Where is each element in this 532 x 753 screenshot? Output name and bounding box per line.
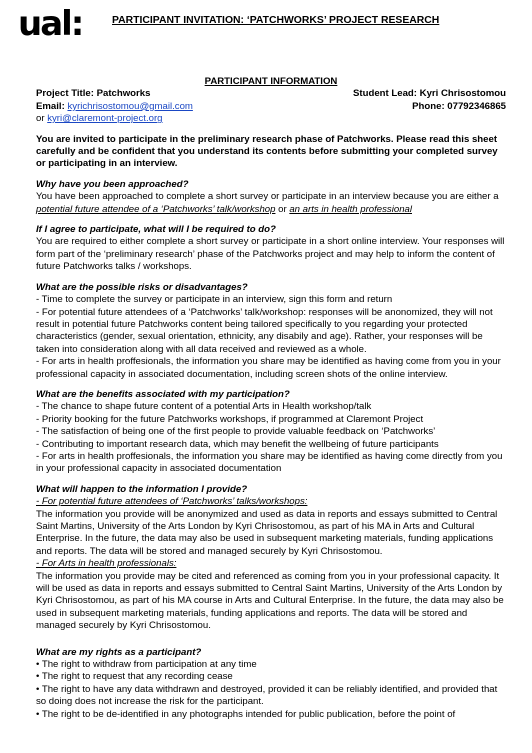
- ual-logo: ual:: [18, 4, 83, 44]
- rights-item: • The right to have any data withdrawn and destroyed, provided it can be reliably identified, and provided that so doing does not increase the risk for the participant.: [36, 683, 498, 708]
- rights-item: • The right to request that any recording cease: [36, 671, 233, 683]
- benefit-item: - Contributing to important research data, which may benefit the wellbeing of future participants: [36, 438, 439, 450]
- email-line: [36, 101, 193, 113]
- answer-required: You are required to either complete a short survey or participate in a short online interview. Your responses will form part of the ‘preliminary research’ phase of the Patchworks project and may help to inform the content of future Patchworks talks / workshops.: [36, 236, 505, 273]
- question-risks: What are the possible risks or disadvantages?: [36, 281, 248, 293]
- email-link[interactable]: kyrichrisostomou@gmail.com: [67, 100, 193, 112]
- student-lead: Student Lead: Kyri Chrisostomou: [353, 88, 506, 100]
- contact-row: [36, 101, 506, 113]
- question-approached: Why have you been approached?: [36, 178, 189, 190]
- risk-item: - For arts in health proffesionals, the information you share may be identified as having come from you in your professional capacity in associated documentation, including screen shots of the online interview.: [36, 356, 501, 380]
- rights-item: • The right to withdraw from participation at any time: [36, 659, 257, 671]
- email-label: Email:: [36, 100, 68, 112]
- section-heading: PARTICIPANT INFORMATION: [204, 76, 338, 87]
- project-info-row: [36, 88, 506, 100]
- intro-paragraph: You are invited to participate in the preliminary research phase of Patchworks. Please read this sheet carefully and be confident that you understand its contents before submitting your completed survey or participating in an interview.: [36, 133, 498, 170]
- question-rights: What are my rights as a participant?: [36, 646, 202, 658]
- subheading-attendees: - For potential future attendees of ‘Patchworks’ talks/workshops:: [36, 496, 308, 508]
- rights-item: • The right to be de-identified in any photographs intended for public publication, before the point of: [36, 708, 456, 720]
- alt-email-link[interactable]: kyri@claremont-project.org: [47, 113, 163, 125]
- project-title: Project Title: Patchworks: [36, 88, 151, 100]
- benefit-item: - The chance to shape future content of a potential Arts in Health workshop/talk: [36, 401, 372, 413]
- document-body: [36, 76, 506, 721]
- subheading-professionals: - For Arts in health professionals:: [36, 558, 177, 570]
- phone: Phone: 07792346865: [412, 100, 506, 112]
- information-attendees: The information you provide will be anonymized and used as data in reports and essays submitted to Central Saint Martins, University of the Arts London by Kyri Chrisostomou, as part of his MA in Arts and Cultural Enterprise. In the future, the data may also be used in subsequent marketing materials, funding applications and reports. The data will be stored and managed securely by Kyri Chrisostomou.: [36, 508, 498, 557]
- professional-phrase: an arts in health professional: [289, 203, 412, 215]
- risk-item: - Time to complete the survey or participate in an interview, sign this form and return: [36, 294, 393, 306]
- or-label: or: [36, 113, 48, 125]
- attendee-phrase: potential future attendee of a ‘Patchworks’ talk/workshop: [36, 203, 276, 215]
- answer-or: or: [275, 203, 290, 215]
- alt-email-line: [36, 113, 506, 125]
- benefit-item: - The satisfaction of being one of the first people to provide valuable feedback on ‘Patchworks’: [36, 426, 436, 438]
- question-benefits: What are the benefits associated with my participation?: [36, 388, 290, 400]
- question-information: What will happen to the information I provide?: [36, 483, 248, 495]
- answer-text: You have been approached to complete a short survey or participate in an interview because you are either a: [36, 191, 499, 203]
- document-title: PARTICIPANT INVITATION: ‘PATCHWORKS’ PROJECT RESEARCH: [112, 15, 440, 26]
- benefit-item: - Priority booking for the future Patchworks workshops, if programmed at Claremont Project: [36, 413, 424, 425]
- question-required: If I agree to participate, what will I be required to do?: [36, 224, 276, 236]
- benefit-item: - For arts in health proffesionals, the information you share may be identified as having come directly from you in your professional capacity in associated documentation: [36, 450, 503, 475]
- risk-item: - For potential future attendees of a ‘Patchworks’ talk/workshop: responses will be anonomized, they will not result in potential future Patchworks content being tailored specifically to you regarding your protected characteristics (gender, sexual orientation, ethnicity, any disabily and age). Rather, your responses will be taken into consideration along with all data received and reviewed as a whole.: [36, 306, 493, 355]
- information-professionals: The information you provide may be cited and referenced as coming from you in your professional capacity. It will be used as data in reports and essays submitted to Central Saint Martins, University of the Arts London by Kyri Chrisostomou, as part of his MA course in Arts and Cultural Enterprise. In the future, the data may also be used in subsequent marketing materials, funding applications and reports. The data will be stored and managed securely by Kyri Chrisostomou.: [36, 570, 504, 632]
- answer-approached: [36, 191, 506, 216]
